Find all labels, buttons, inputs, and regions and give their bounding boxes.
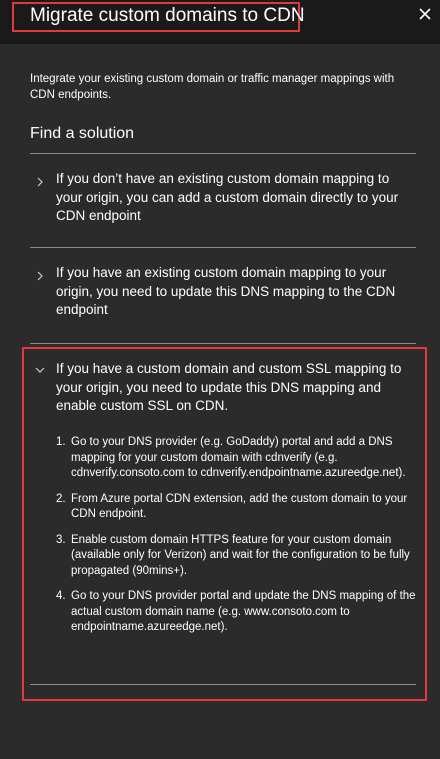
step-text: Enable custom domain HTTPS feature for your custom domain (available only for Verizon) and wait for the configuration to be fully propagated (90mins+). <box>71 533 410 577</box>
close-icon[interactable] <box>415 4 435 24</box>
divider <box>30 684 416 685</box>
intro-text: Integrate your existing custom domain or traffic manager mappings with CDN endpoints. <box>30 73 395 101</box>
solution-text: If you don’t have an existing custom domain mapping to your origin, you can add a custom domain directly to your CDN endpoint <box>56 171 399 223</box>
section-heading: Find a solution <box>30 125 135 142</box>
step-text: From Azure portal CDN extension, add the custom domain to your CDN endpoint. <box>71 492 408 520</box>
divider <box>30 153 416 154</box>
solution-item-update-dns[interactable] <box>30 264 416 322</box>
step-text: Go to your DNS provider portal and update the DNS mapping of the actual custom domain name (e.g. www.consoto.com to endpointname.azureedge.net). <box>71 590 416 633</box>
chevron-right-icon <box>34 270 46 282</box>
blade-title: Migrate custom domains to CDN <box>30 5 305 26</box>
solution-text: If you have a custom domain and custom SSL mapping to your origin, you need to update this DNS mapping and enable custom SSL on CDN. <box>56 361 402 413</box>
step-number: 1. <box>56 436 66 448</box>
blade-header <box>0 0 440 44</box>
divider <box>30 247 416 248</box>
step-item <box>56 533 416 580</box>
step-item <box>56 492 416 523</box>
step-item <box>56 589 416 636</box>
step-number: 4. <box>56 590 66 602</box>
step-item <box>56 435 416 482</box>
chevron-right-icon <box>34 176 46 188</box>
solution-item-add-domain[interactable] <box>30 170 416 228</box>
chevron-down-icon <box>34 364 46 376</box>
step-text: Go to your DNS provider (e.g. GoDaddy) portal and add a DNS mapping for your custom domain with cdnverify (e.g. cdnverify.consoto.com to cdnverify.endpointname.azureedge.net). <box>71 436 406 479</box>
step-number: 3. <box>56 533 66 546</box>
solution-text: If you have an existing custom domain mapping to your origin, you need to update this DNS mapping to the CDN endpoint <box>56 265 396 317</box>
divider <box>30 343 416 344</box>
step-number: 2. <box>56 492 66 505</box>
steps-list <box>56 435 416 646</box>
solution-item-ssl[interactable] <box>30 360 416 418</box>
